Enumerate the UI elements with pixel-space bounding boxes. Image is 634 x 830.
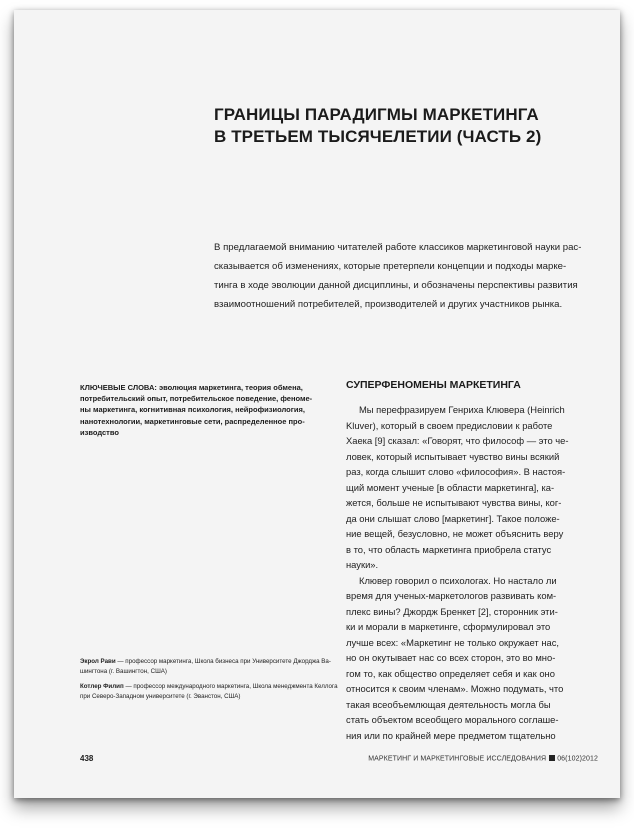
keywords-line: КЛЮЧЕВЫЕ СЛОВА: эволюция маркетинга, теория обмена, xyxy=(80,383,303,392)
keywords-line: нанотехнологии, маркетинговые сети, распределенное про- xyxy=(80,416,305,426)
body-line: раз, когда слышит слово «философия». В настоя- xyxy=(346,466,566,477)
author-name: Котлер Филип xyxy=(80,683,124,690)
authors-block xyxy=(80,657,338,707)
keywords-line: изводство xyxy=(80,427,119,437)
body-line: Kluver), который в своем предисловии к работе xyxy=(346,419,553,431)
body-line: щий момент ученые [в области маркетинга], ка- xyxy=(346,481,555,493)
journal-issue: 06(102)2012 xyxy=(557,755,598,763)
section-body xyxy=(346,402,606,743)
author-desc: — профессор международного маркетинга, Школа менеджмента Келлога xyxy=(125,683,338,690)
article-title xyxy=(214,104,594,148)
abstract-line: сказывается об изменениях, которые претерпели концепции и подходы марке- xyxy=(214,261,567,272)
journal-name: МАРКЕТИНГ И МАРКЕТИНГОВЫЕ ИССЛЕДОВАНИЯ xyxy=(368,755,547,763)
keywords-line: потребительский опыт, потребительское поведение, феноме- xyxy=(80,394,313,404)
title-line: ГРАНИЦЫ ПАРАДИГМЫ МАРКЕТИНГА xyxy=(214,105,539,124)
body-line: ние вещей, безусловно, не может объяснить веру xyxy=(346,528,564,539)
section-heading: СУПЕРФЕНОМЕНЫ МАРКЕТИНГА xyxy=(346,379,521,391)
author-desc: шингтона (г. Вашингтон, США) xyxy=(80,667,167,675)
journal-footer xyxy=(368,755,598,763)
body-line: Хаека [9] сказал: «Говорят, что философ — это че- xyxy=(346,435,569,446)
abstract-line: В предлагаемой вниманию читателей работе классиков маркетинговой науки рас- xyxy=(214,242,582,253)
page-number: 438 xyxy=(80,754,94,763)
keywords-block xyxy=(80,382,318,438)
body-line: плекс вины? Джордж Бренкет [2], сторонник эти- xyxy=(346,605,558,617)
body-line: ния или по крайней мере предметом тщательно xyxy=(346,729,556,741)
author-line xyxy=(80,682,338,692)
body-line: относится к своим членам». Можно подумать, что xyxy=(346,683,564,694)
body-line: стать объектом всеобщего морального соглаше- xyxy=(346,714,559,725)
body-line: ки и морали в маркетинге, сформулировал это xyxy=(346,621,551,632)
body-line: науки». xyxy=(346,559,379,570)
author-desc: — профессор маркетинга, Школа бизнеса при Университете Джорджа Ва- xyxy=(117,658,331,665)
journal-page xyxy=(14,10,620,798)
body-line: гом то, как общество определяет себя и как оно xyxy=(346,667,555,679)
square-bullet-icon xyxy=(549,755,555,761)
body-line: да они слышат слово [маркетинг]. Такое положе- xyxy=(346,512,560,524)
body-line: в то, что область маркетинга приобрела статус xyxy=(346,543,552,555)
author-entry xyxy=(80,682,338,701)
abstract-line: взаимоотношений потребителей, производителей и других участников рынка. xyxy=(214,299,563,310)
body-line: Клювер говорил о психологах. Но настало ли xyxy=(359,574,557,586)
keywords-line: ны маркетинга, когнитивная психология, нейрофизиология, xyxy=(80,405,305,415)
author-name: Экрол Рави xyxy=(80,658,116,665)
body-line: но он окутывает нас со всех сторон, это во мно- xyxy=(346,652,556,663)
author-line xyxy=(80,657,330,667)
body-line: такая всеобъемлющая деятельность могла бы xyxy=(346,698,551,710)
body-line: жется, больше не испытывают чувства вины, ког- xyxy=(346,497,562,508)
body-line: ловек, который испытывает чувство вины всякий xyxy=(346,450,560,462)
body-line: Мы перефразируем Генриха Клювера (Heinrich xyxy=(359,404,565,415)
title-line: В ТРЕТЬЕМ ТЫСЯЧЕЛЕТИИ (ЧАСТЬ 2) xyxy=(214,127,542,146)
article-abstract xyxy=(214,238,598,314)
abstract-line: тинга в ходе эволюции данной дисциплины, и обозначены перспективы развития xyxy=(214,280,578,291)
body-line: лучше всех: «Маркетинг не только окружает нас, xyxy=(346,636,560,648)
author-entry xyxy=(80,657,330,676)
body-line: время для ученых-маркетологов развивать ком- xyxy=(346,590,557,601)
author-desc: при Северо-Западном университете (г. Эванстон, США) xyxy=(80,692,241,700)
